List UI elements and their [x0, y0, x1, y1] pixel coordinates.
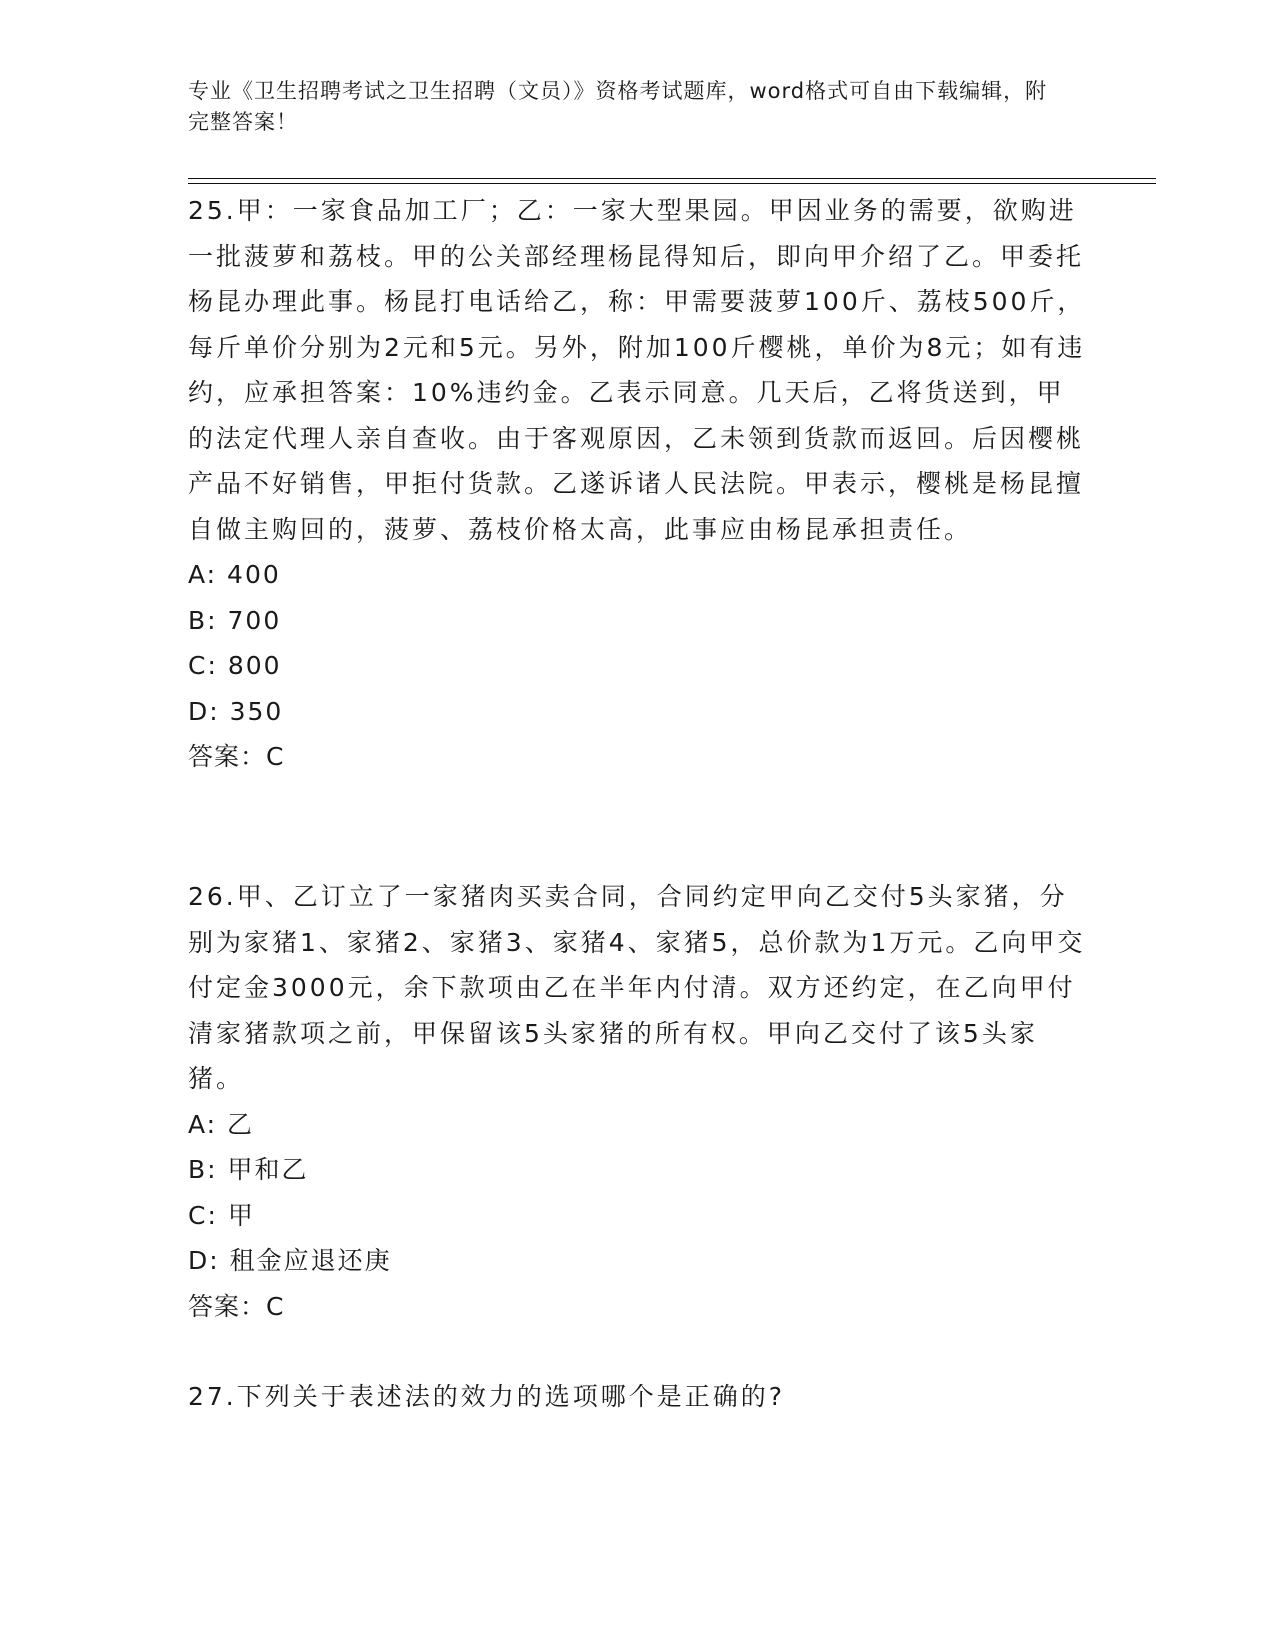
- document-header: 专业《卫生招聘考试之卫生招聘（文员）》资格考试题库，word格式可自由下载编辑，附完整答案！: [188, 79, 1048, 134]
- answer: 答案：C: [188, 1291, 285, 1321]
- question-26: [188, 874, 1088, 1329]
- question-27: [188, 1374, 1088, 1420]
- question-25: [188, 188, 1088, 780]
- header-divider-top: [188, 178, 1156, 179]
- question-text: 26.甲、乙订立了一家猪肉买卖合同，合同约定甲向乙交付5头家猪，分别为家猪1、家猪2、家猪3、家猪4、家猪5，总价款为1万元。乙向甲交付定金3000元，余下款项由乙在半年内付清。双方还约定，在乙向甲付清家猪款项之前，甲保留该5头家猪的所有权。甲向乙交付了该5头家猪。: [188, 882, 1086, 1093]
- question-text: 25.甲：一家食品加工厂；乙：一家大型果园。甲因业务的需要，欲购进一批菠萝和荔枝。甲的公关部经理杨昆得知后，即向甲介绍了乙。甲委托杨昆办理此事。杨昆打电话给乙，称：甲需要菠萝100斤、荔枝500斤，每斤单价分别为2元和5元。另外，附加100斤樱桃，单价为8元；如有违约，应承担答案：10%违约金。乙表示同意。几天后，乙将货送到，甲的法定代理人亲自查收。由于客观原因，乙未领到货款而返回。后因樱桃产品不好销售，甲拒付货款。乙遂诉诸人民法院。甲表示，樱桃是杨昆擅自做主购回的，菠萝、荔枝价格太高，此事应由杨昆承担责任。: [188, 196, 1086, 544]
- option-c: C: 甲: [188, 1200, 255, 1230]
- option-b: B: 甲和乙: [188, 1155, 309, 1184]
- answer: 答案：C: [188, 742, 285, 771]
- question-text: 27.下列关于表述法的效力的选项哪个是正确的?: [188, 1382, 786, 1411]
- option-d: D: 350: [188, 696, 284, 726]
- option-c: C: 800: [188, 651, 282, 680]
- header-divider-bottom: [188, 183, 1156, 184]
- option-a: A: 400: [188, 560, 281, 589]
- option-a: A: 乙: [188, 1109, 255, 1139]
- option-d: D: 租金应退还庚: [188, 1246, 392, 1275]
- option-b: B: 700: [188, 605, 282, 635]
